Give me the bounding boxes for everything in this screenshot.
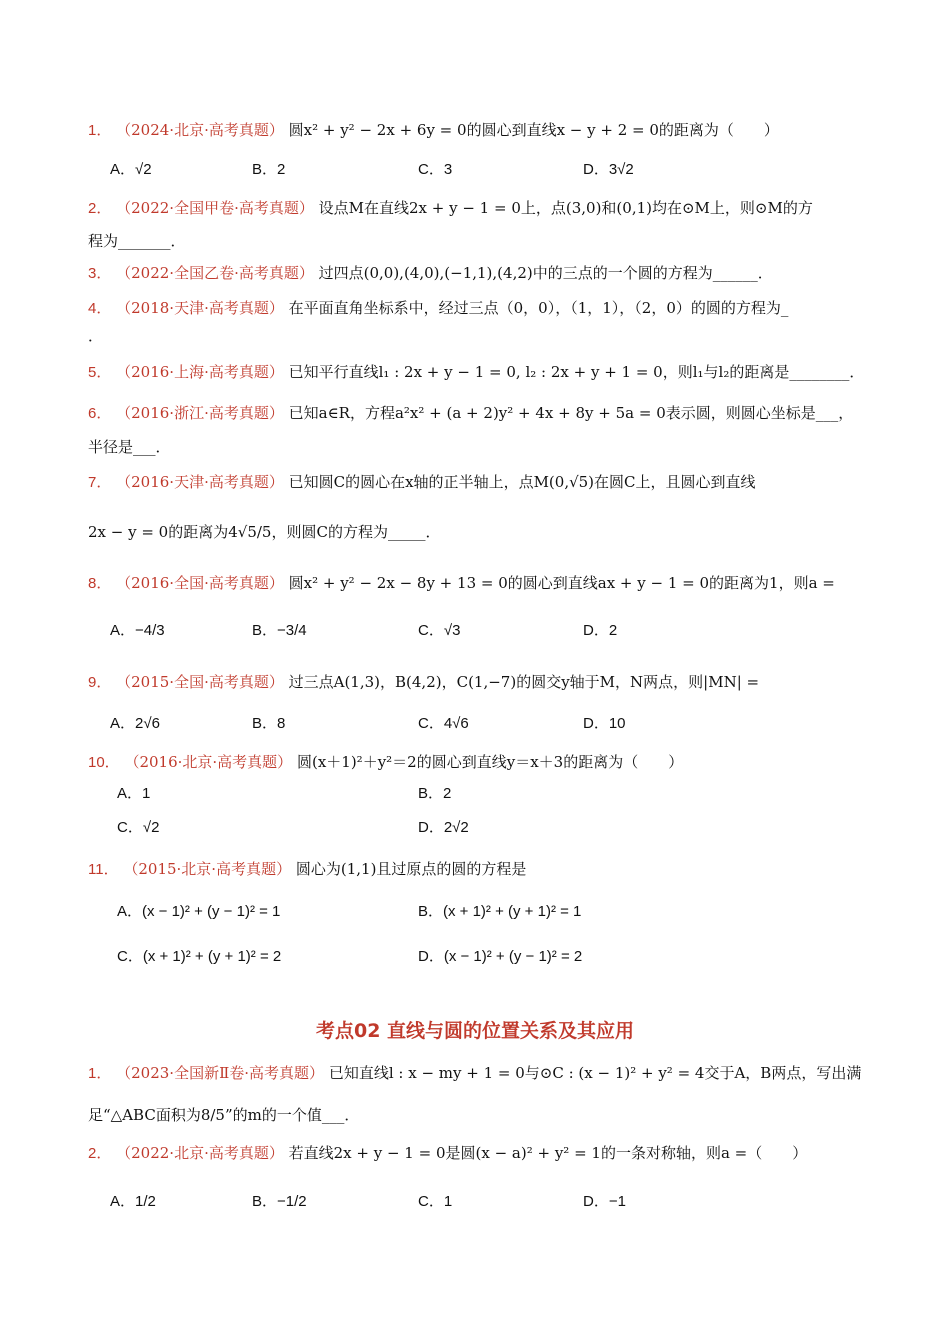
question-source: （2023·全国新Ⅱ卷·高考真题） [116, 1064, 325, 1082]
question-number: 4． [88, 300, 112, 317]
option-a: A．(x − 1)² + (y − 1)² = 1 [117, 903, 281, 920]
option-c: C．√3 [418, 622, 461, 639]
question-6-continuation: 半径是___． [88, 438, 171, 456]
question-source: （2022·北京·高考真题） [116, 1144, 284, 1162]
question-4-continuation: ． [88, 327, 104, 345]
option-a: A．−4/3 [110, 622, 165, 639]
option-c: C．(x + 1)² + (y + 1)² = 2 [117, 948, 282, 965]
question-7-continuation: 2x − y = 0的距离为4√5/5，则圆C的方程为_____． [88, 523, 441, 541]
question-source: （2015·全国·高考真题） [116, 673, 284, 691]
option-b: B．−3/4 [252, 622, 307, 639]
question-5 [88, 362, 868, 383]
option-c: C．√2 [117, 819, 160, 836]
option-b: B．2 [252, 161, 286, 178]
option-c: C．4√6 [418, 715, 469, 732]
question-number: 1． [88, 1065, 112, 1082]
question-6 [88, 403, 868, 424]
question-number: 10． [88, 754, 120, 771]
option-a: A．1/2 [110, 1193, 156, 1210]
option-b: B．2 [418, 785, 452, 802]
question-number: 9． [88, 674, 112, 691]
question-stem: 已知直线l : x − my + 1 = 0与⊙C : (x − 1)² + y² = 4交于A，B两点，写出满 [328, 1064, 862, 1082]
question-3 [88, 263, 868, 284]
option-d: D．(x − 1)² + (y − 1)² = 2 [418, 948, 583, 965]
question-stem: 圆x² + y² − 2x − 8y + 13 = 0的圆心到直线ax + y − 1 = 0的距离为1，则a = [288, 574, 835, 592]
question-source: （2016·浙江·高考真题） [116, 404, 284, 422]
question-number: 6． [88, 405, 112, 422]
question-stem: 已知a∈R，方程a²x² + (a + 2)y² + 4x + 8y + 5a = 0表示圆，则圆心坐标是___， [288, 404, 854, 422]
question-source: （2018·天津·高考真题） [116, 299, 284, 317]
question-number: 1． [88, 122, 112, 139]
question-source: （2015·北京·高考真题） [123, 860, 292, 878]
question-stem: 已知平行直线l₁ : 2x + y − 1 = 0, l₂ : 2x + y + 1 = 0，则l₁与l₂的距离是________． [288, 363, 865, 381]
question-7 [88, 472, 868, 493]
question-number: 8． [88, 575, 112, 592]
option-b: B．−1/2 [252, 1193, 307, 1210]
question-stem: 设点M在直线2x + y − 1 = 0上，点(3,0)和(0,1)均在⊙M上，则⊙M的方 [318, 199, 813, 217]
question-number: 2． [88, 200, 112, 217]
option-b: B．(x + 1)² + (y + 1)² = 1 [418, 903, 582, 920]
question-number: 3． [88, 265, 112, 282]
question-stem: 过四点(0,0),(4,0),(−1,1),(4,2)中的三点的一个圆的方程为______． [318, 264, 773, 282]
question-source: （2016·天津·高考真题） [116, 473, 284, 491]
option-b: B．8 [252, 715, 286, 732]
question-source: （2016·上海·高考真题） [116, 363, 284, 381]
section2-question-1 [88, 1063, 868, 1084]
question-number: 11． [88, 861, 119, 878]
question-source: （2022·全国乙卷·高考真题） [116, 264, 314, 282]
question-9 [88, 672, 868, 693]
option-d: D．10 [583, 715, 626, 732]
question-1 [88, 120, 868, 141]
question-stem: 若直线2x + y − 1 = 0是圆(x − a)² + y² = 1的一条对称轴，则a =（ ） [288, 1144, 808, 1162]
question-source: （2016·北京·高考真题） [124, 753, 293, 771]
section-heading: 考点02 直线与圆的位置关系及其应用 [315, 1020, 635, 1042]
question-stem: 已知圆C的圆心在x轴的正半轴上，点M(0,√5)在圆C上，且圆心到直线 [288, 473, 756, 491]
question-11 [88, 859, 868, 880]
question-2 [88, 198, 868, 219]
option-a: A．2√6 [110, 715, 160, 732]
option-a: A．√2 [110, 161, 152, 178]
question-source: （2016·全国·高考真题） [116, 574, 284, 592]
question-source: （2024·北京·高考真题） [116, 121, 284, 139]
option-d: D．−1 [583, 1193, 626, 1210]
question-stem: 过三点A(1,3)，B(4,2)，C(1,−7)的圆交y轴于M，N两点，则|MN| = [288, 673, 760, 691]
question-stem: 在平面直角坐标系中，经过三点（0，0），（1，1），（2，0）的圆的方程为_ [288, 299, 789, 317]
option-c: C．3 [418, 161, 453, 178]
option-d: D．3√2 [583, 161, 634, 178]
option-c: C．1 [418, 1193, 453, 1210]
section2-question-1-continuation: 足“△ABC面积为8/5”的m的一个值___． [88, 1106, 360, 1124]
question-stem: 圆x² + y² − 2x + 6y = 0的圆心到直线x − y + 2 = 0的距离为（ ） [288, 121, 779, 139]
option-d: D．2√2 [418, 819, 469, 836]
question-number: 5． [88, 364, 112, 381]
question-stem: 圆心为(1,1)且过原点的圆的方程是 [295, 860, 527, 878]
question-4 [88, 298, 868, 319]
question-stem: 圆(x＋1)²＋y²＝2的圆心到直线y＝x＋3的距离为（ ） [296, 753, 684, 771]
question-10 [88, 752, 868, 773]
question-number: 7． [88, 474, 112, 491]
option-d: D．2 [583, 622, 618, 639]
question-2-continuation: 程为_______． [88, 232, 186, 250]
question-number: 2． [88, 1145, 112, 1162]
question-source: （2022·全国甲卷·高考真题） [116, 199, 314, 217]
question-8 [88, 573, 868, 594]
section2-question-2 [88, 1143, 868, 1164]
option-a: A．1 [117, 785, 151, 802]
